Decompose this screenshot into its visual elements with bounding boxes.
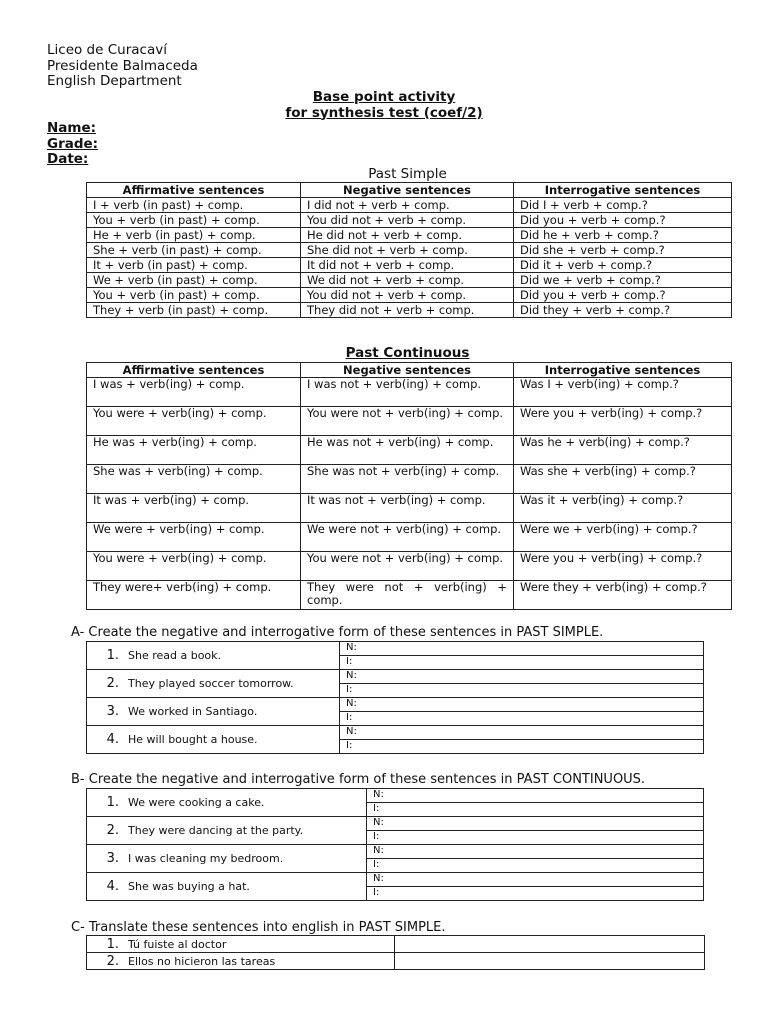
sentence-wrap (87, 704, 257, 719)
affirmative-cell: We were + verb(ing) + comp. (87, 523, 301, 552)
table-row (87, 213, 732, 228)
interrogative-answer-field[interactable]: I: (340, 684, 704, 698)
exercise-sentence (87, 789, 367, 817)
interrogative-cell: Was he + verb(ing) + comp.? (514, 436, 732, 465)
negative-cell: You were not + verb(ing) + comp. (301, 407, 514, 436)
table-row (87, 494, 732, 523)
name-field-label: Name: (47, 120, 97, 136)
exercise-sentence (87, 642, 340, 670)
student-fields (47, 121, 98, 168)
table-row (87, 303, 732, 318)
negative-answer-field[interactable]: N: (340, 670, 704, 684)
exercise-sentence (87, 817, 367, 845)
exercise-sentence (87, 845, 367, 873)
table-row (87, 407, 732, 436)
item-number: 1. (106, 648, 119, 663)
table-row (87, 243, 732, 258)
affirmative-cell: I + verb (in past) + comp. (87, 198, 301, 213)
affirmative-cell: You were + verb(ing) + comp. (87, 552, 301, 581)
sentence-wrap (87, 851, 283, 866)
sentence-wrap (87, 937, 226, 952)
item-number: 3. (106, 851, 119, 866)
negative-answer-field[interactable]: N: (340, 726, 704, 740)
exercise-row (87, 726, 704, 740)
negative-cell: You did not + verb + comp. (301, 213, 514, 228)
table-row (87, 552, 732, 581)
sentence-text: He will bought a house. (128, 733, 258, 746)
exercise-sentence (87, 726, 340, 754)
department-line: English Department (47, 73, 182, 89)
sentence-wrap (87, 676, 294, 691)
item-number: 2. (106, 823, 119, 838)
affirmative-header: Affirmative sentences (87, 363, 301, 378)
negative-cell: It did not + verb + comp. (301, 258, 514, 273)
exercise-sentence (87, 670, 340, 698)
affirmative-cell: They + verb (in past) + comp. (87, 303, 301, 318)
exercise-row (87, 936, 705, 953)
sentence-wrap (87, 795, 264, 810)
table-row (87, 198, 732, 213)
exercise-sentence (87, 698, 340, 726)
translation-sentence (87, 953, 395, 970)
affirmative-cell: She + verb (in past) + comp. (87, 243, 301, 258)
negative-cell: We were not + verb(ing) + comp. (301, 523, 514, 552)
table-row (87, 523, 732, 552)
table-row (87, 288, 732, 303)
affirmative-cell: He was + verb(ing) + comp. (87, 436, 301, 465)
sentence-wrap (87, 648, 221, 663)
exercise-c-table (86, 935, 705, 970)
interrogative-cell: Were we + verb(ing) + comp.? (514, 523, 732, 552)
sentence-wrap (87, 732, 258, 747)
affirmative-cell: She was + verb(ing) + comp. (87, 465, 301, 494)
sentence-text: I was cleaning my bedroom. (128, 852, 284, 865)
past-continuous-table (86, 362, 732, 610)
exercise-c-instruction: C- Translate these sentences into english in PAST SIMPLE. (71, 920, 446, 935)
item-number: 2. (106, 953, 119, 969)
negative-answer-field[interactable]: N: (340, 698, 704, 712)
sentence-wrap (87, 823, 303, 838)
negative-cell: We did not + verb + comp. (301, 273, 514, 288)
interrogative-cell: Did I + verb + comp.? (514, 198, 732, 213)
interrogative-answer-field[interactable]: I: (367, 887, 704, 901)
school-line: Liceo de Curacaví (47, 42, 167, 58)
negative-answer-field[interactable]: N: (367, 845, 704, 859)
title-line-1: Base point activity (312, 89, 456, 105)
item-number: 3. (106, 704, 119, 719)
past-simple-table (86, 182, 732, 318)
sentence-text: We were cooking a cake. (128, 796, 265, 809)
item-number: 2. (106, 676, 119, 691)
interrogative-cell: Did they + verb + comp.? (514, 303, 732, 318)
affirmative-cell: It was + verb(ing) + comp. (87, 494, 301, 523)
affirmative-cell: It + verb (in past) + comp. (87, 258, 301, 273)
sentence-wrap (87, 879, 250, 894)
table-row (87, 273, 732, 288)
exercise-row (87, 670, 704, 684)
negative-answer-field[interactable]: N: (367, 873, 704, 887)
sentence-text: They were dancing at the party. (128, 824, 304, 837)
negative-cell: He did not + verb + comp. (301, 228, 514, 243)
exercise-b-table (86, 788, 704, 901)
date-field-label: Date: (47, 151, 89, 167)
sentence-wrap (87, 954, 275, 969)
translation-answer-field[interactable] (395, 953, 705, 970)
affirmative-cell: You were + verb(ing) + comp. (87, 407, 301, 436)
interrogative-answer-field[interactable]: I: (340, 740, 704, 754)
title-line-2: for synthesis test (coef/2) (285, 104, 483, 121)
exercise-sentence (87, 873, 367, 901)
interrogative-cell: Did she + verb + comp.? (514, 243, 732, 258)
negative-answer-field[interactable]: N: (367, 789, 704, 803)
negative-header: Negative sentences (301, 183, 514, 198)
interrogative-header: Interrogative sentences (514, 183, 732, 198)
interrogative-answer-field[interactable]: I: (340, 656, 704, 670)
affirmative-cell: We + verb (in past) + comp. (87, 273, 301, 288)
interrogative-answer-field[interactable]: I: (340, 712, 704, 726)
table-row (87, 581, 732, 610)
school-name-line: Presidente Balmaceda (47, 57, 198, 74)
negative-cell: They did not + verb + comp. (301, 303, 514, 318)
exercise-a-instruction: A- Create the negative and interrogative form of these sentences in PAST SIMPLE. (71, 625, 604, 640)
sentence-text: Ellos no hicieron las tareas (128, 954, 276, 968)
interrogative-header: Interrogative sentences (514, 363, 732, 378)
negative-cell: She did not + verb + comp. (301, 243, 514, 258)
sentence-text: Tú fuiste al doctor (128, 937, 227, 951)
grade-field-label: Grade: (47, 135, 99, 152)
interrogative-cell: Were they + verb(ing) + comp.? (514, 581, 732, 610)
table-row (87, 436, 732, 465)
interrogative-answer-field[interactable]: I: (367, 831, 704, 845)
interrogative-cell: Did you + verb + comp.? (514, 213, 732, 228)
exercise-row (87, 953, 705, 970)
exercise-row (87, 789, 704, 803)
interrogative-cell: Did it + verb + comp.? (514, 258, 732, 273)
exercise-row (87, 845, 704, 859)
interrogative-answer-field[interactable]: I: (367, 859, 704, 873)
interrogative-cell: Were you + verb(ing) + comp.? (514, 552, 732, 581)
negative-answer-field[interactable]: N: (340, 642, 704, 656)
negative-answer-field[interactable]: N: (367, 817, 704, 831)
document-title (0, 90, 768, 121)
translation-answer-field[interactable] (395, 936, 705, 953)
negative-cell: I was not + verb(ing) + comp. (301, 378, 514, 407)
exercise-row (87, 642, 704, 656)
item-number: 1. (106, 795, 119, 810)
affirmative-header: Affirmative sentences (87, 183, 301, 198)
sentence-text: She read a book. (128, 649, 222, 662)
affirmative-cell: You + verb (in past) + comp. (87, 213, 301, 228)
affirmative-cell: They were+ verb(ing) + comp. (87, 581, 301, 610)
exercise-a-table (86, 641, 704, 754)
sentence-text: We worked in Santiago. (128, 705, 258, 718)
past-simple-title: Past Simple (368, 166, 447, 182)
negative-cell: She was not + verb(ing) + comp. (301, 465, 514, 494)
table-row (87, 378, 732, 407)
interrogative-cell: Did he + verb + comp.? (514, 228, 732, 243)
negative-cell: They were not + verb(ing) + comp. (301, 581, 514, 610)
exercise-row (87, 698, 704, 712)
negative-cell: He was not + verb(ing) + comp. (301, 436, 514, 465)
negative-cell: I did not + verb + comp. (301, 198, 514, 213)
interrogative-cell: Did we + verb + comp.? (514, 273, 732, 288)
exercise-row (87, 873, 704, 887)
affirmative-cell: He + verb (in past) + comp. (87, 228, 301, 243)
interrogative-cell: Was she + verb(ing) + comp.? (514, 465, 732, 494)
interrogative-answer-field[interactable]: I: (367, 803, 704, 817)
table-row (87, 258, 732, 273)
interrogative-cell: Did you + verb + comp.? (514, 288, 732, 303)
past-continuous-title: Past Continuous (345, 345, 470, 361)
exercise-b-instruction: B- Create the negative and interrogative form of these sentences in PAST CONTINUOUS. (71, 772, 646, 787)
affirmative-cell: I was + verb(ing) + comp. (87, 378, 301, 407)
interrogative-cell: Were you + verb(ing) + comp.? (514, 407, 732, 436)
sentence-text: They played soccer tomorrow. (128, 677, 294, 690)
affirmative-cell: You + verb (in past) + comp. (87, 288, 301, 303)
sentence-text: She was buying a hat. (128, 880, 250, 893)
interrogative-cell: Was it + verb(ing) + comp.? (514, 494, 732, 523)
item-number: 4. (106, 732, 119, 747)
negative-cell: You were not + verb(ing) + comp. (301, 552, 514, 581)
table-row (87, 465, 732, 494)
item-number: 1. (106, 936, 119, 952)
negative-header: Negative sentences (301, 363, 514, 378)
translation-sentence (87, 936, 395, 953)
negative-cell: It was not + verb(ing) + comp. (301, 494, 514, 523)
document-header (47, 43, 198, 90)
negative-cell: You did not + verb + comp. (301, 288, 514, 303)
item-number: 4. (106, 879, 119, 894)
table-row (87, 228, 732, 243)
exercise-row (87, 817, 704, 831)
interrogative-cell: Was I + verb(ing) + comp.? (514, 378, 732, 407)
